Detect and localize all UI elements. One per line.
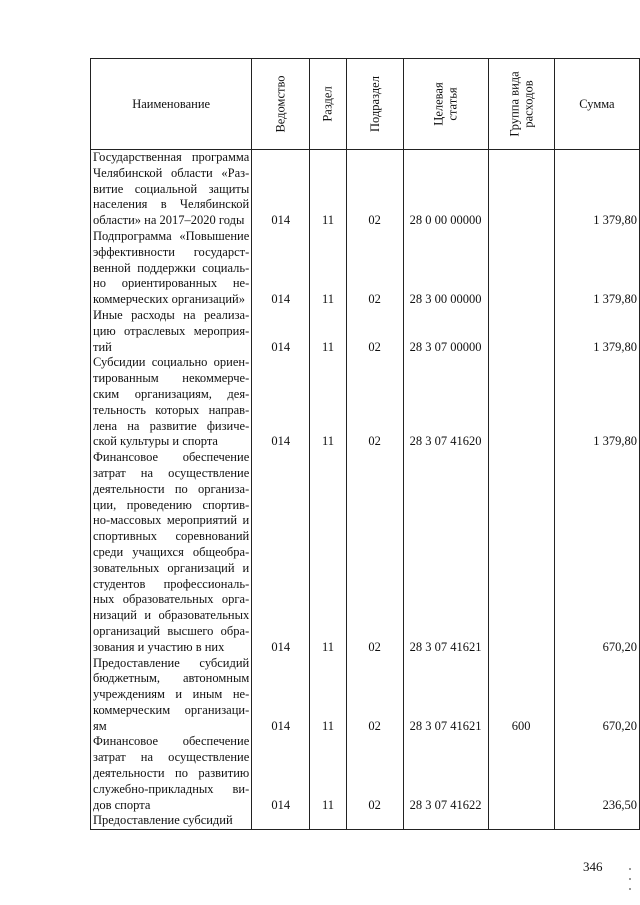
group-cell [488, 308, 554, 355]
table-row [91, 734, 640, 813]
name-line: но ориентированных не- [93, 276, 250, 291]
header-name: Наименование [91, 59, 252, 150]
section-cell: 11 [310, 229, 346, 308]
subsection-cell: 02 [346, 308, 403, 355]
name-line: Финансовое обеспечение [93, 450, 250, 465]
article-cell: 28 3 00 00000 [403, 229, 488, 308]
table-row [91, 450, 640, 655]
section-cell: 11 [310, 656, 346, 735]
department-cell: 014 [252, 355, 310, 450]
margin-mark [629, 888, 631, 890]
name-line: тий [93, 339, 112, 354]
department-cell: 014 [252, 734, 310, 813]
table-row [91, 308, 640, 355]
name-line: бюджетным, автономным [93, 671, 250, 686]
group-cell [488, 813, 554, 829]
name-line: но-массовых мероприятий и [93, 513, 250, 528]
name-line: ных образовательных орга- [93, 592, 250, 607]
name-line: ской культуры и спорта [93, 434, 218, 449]
table-header-row [91, 59, 640, 150]
name-line: среди учащихся общеобра- [93, 544, 250, 559]
article-cell: 28 0 00 00000 [403, 150, 488, 229]
group-cell [488, 734, 554, 813]
subsection-cell [346, 813, 403, 829]
name-line: Финансовое обеспечение [93, 734, 250, 749]
department-cell: 014 [252, 450, 310, 655]
name-line: ям [93, 718, 107, 733]
article-cell: 28 3 07 41622 [403, 734, 488, 813]
name-line: населения в Челябинской [93, 197, 250, 212]
group-cell [488, 355, 554, 450]
name-line: ским организациям, дея- [93, 386, 250, 401]
subsection-cell: 02 [346, 355, 403, 450]
name-line: студентов профессиональ- [93, 576, 250, 591]
name-line: Предоставление субсидий [93, 655, 250, 670]
name-cell [91, 150, 252, 229]
group-cell [488, 229, 554, 308]
name-cell [91, 229, 252, 308]
department-cell: 014 [252, 308, 310, 355]
margin-mark [629, 878, 631, 880]
department-cell: 014 [252, 150, 310, 229]
name-cell [91, 656, 252, 735]
name-line: области» на 2017–2020 годы [93, 213, 245, 228]
name-cell [91, 355, 252, 450]
page-number: 346 [583, 859, 603, 874]
subsection-cell: 02 [346, 734, 403, 813]
group-cell [488, 450, 554, 655]
name-line: Подпрограмма «Повышение [93, 228, 250, 243]
name-line: деятельности по организа- [93, 481, 250, 496]
margin-mark [629, 868, 631, 870]
article-cell: 28 3 07 00000 [403, 308, 488, 355]
name-line: зовательных организаций и [93, 560, 250, 575]
table-row [91, 355, 640, 450]
name-line: дов спорта [93, 797, 151, 812]
name-line: спортивных соревнований [93, 529, 250, 544]
name-line: цию отраслевых мероприя- [93, 323, 250, 338]
name-line: Челябинской области «Раз- [93, 165, 250, 180]
subsection-cell: 02 [346, 656, 403, 735]
table-row [91, 813, 640, 829]
amount-cell: 1 379,80 [554, 229, 639, 308]
header-expense-group: Группа вида расходов [488, 59, 554, 150]
name-line: коммерческих организаций» [93, 292, 245, 307]
section-cell: 11 [310, 450, 346, 655]
department-cell: 014 [252, 229, 310, 308]
section-cell [310, 813, 346, 829]
name-line: затрат на осуществление [93, 750, 250, 765]
name-line: коммерческим организаци- [93, 702, 250, 717]
name-line: организаций высшего обра- [93, 623, 250, 638]
name-line: Государственная программа [93, 150, 250, 164]
name-line: тельность которых направ- [93, 402, 250, 417]
table-row [91, 656, 640, 735]
group-cell: 600 [488, 656, 554, 735]
amount-cell: 236,50 [554, 734, 639, 813]
name-line: ции, проведению спортив- [93, 497, 250, 512]
group-cell [488, 150, 554, 229]
table-row [91, 229, 640, 308]
section-cell: 11 [310, 308, 346, 355]
header-target-article: Целевая статья [403, 59, 488, 150]
name-line: эффективности государст- [93, 244, 250, 259]
section-cell: 11 [310, 150, 346, 229]
name-line: зования и участию в них [93, 639, 225, 654]
header-amount: Сумма [554, 59, 639, 150]
name-line: Иные расходы на реализа- [93, 307, 250, 322]
subsection-cell: 02 [346, 450, 403, 655]
name-line: Предоставление субсидий [93, 813, 233, 828]
amount-cell: 1 379,80 [554, 355, 639, 450]
department-cell [252, 813, 310, 829]
name-line: венной поддержки социаль- [93, 260, 250, 275]
name-cell [91, 308, 252, 355]
department-cell: 014 [252, 656, 310, 735]
budget-table [90, 58, 640, 830]
name-line: затрат на осуществление [93, 465, 250, 480]
amount-cell [554, 813, 639, 829]
header-department: Ведомство [252, 59, 310, 150]
name-line: лена на развитие физиче- [93, 418, 250, 433]
section-cell: 11 [310, 734, 346, 813]
section-cell: 11 [310, 355, 346, 450]
header-subsection: Подраздел [346, 59, 403, 150]
name-line: тированным некоммерче- [93, 371, 250, 386]
name-cell [91, 734, 252, 813]
name-line: учреждениям и иным не- [93, 687, 250, 702]
amount-cell: 670,20 [554, 656, 639, 735]
article-cell [403, 813, 488, 829]
subsection-cell: 02 [346, 150, 403, 229]
article-cell: 28 3 07 41621 [403, 656, 488, 735]
name-cell [91, 813, 252, 829]
name-line: Субсидии социально ориен- [93, 355, 250, 370]
amount-cell: 1 379,80 [554, 308, 639, 355]
table-row [91, 150, 640, 229]
amount-cell: 670,20 [554, 450, 639, 655]
name-line: деятельности по развитию [93, 766, 250, 781]
name-line: служебно-прикладных ви- [93, 781, 250, 796]
table-body [91, 150, 640, 830]
name-line: низаций и образовательных [93, 608, 250, 623]
article-cell: 28 3 07 41621 [403, 450, 488, 655]
amount-cell: 1 379,80 [554, 150, 639, 229]
name-cell [91, 450, 252, 655]
header-section: Раздел [310, 59, 346, 150]
name-line: витие социальной защиты [93, 181, 250, 196]
article-cell: 28 3 07 41620 [403, 355, 488, 450]
subsection-cell: 02 [346, 229, 403, 308]
